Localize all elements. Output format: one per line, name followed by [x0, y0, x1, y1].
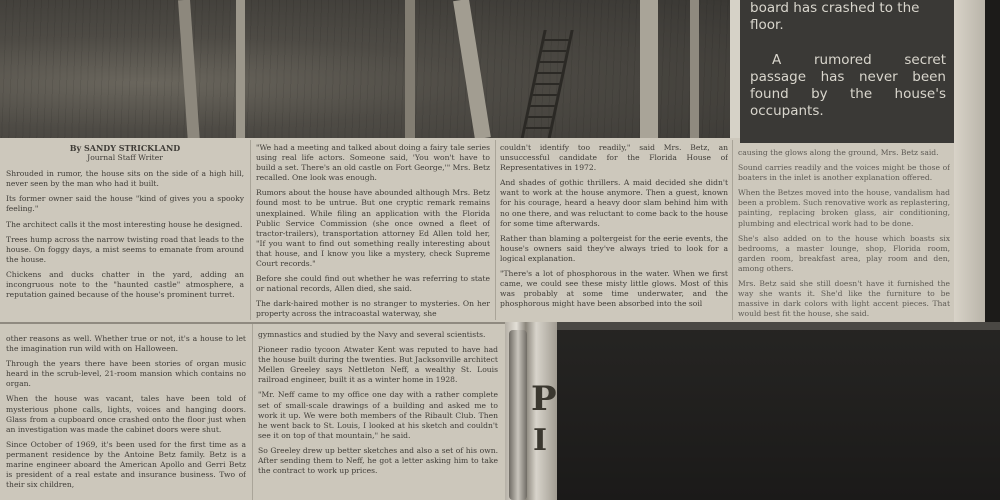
paragraph: Shrouded in rumor, the house sits on the side of a high hill, never seen by the man who had it built.: [6, 169, 244, 189]
paragraph: And shades of gothic thrillers. A maid decided she didn't want to work at the house anymore. Then a guest, known for his courage, heard a heavy door slam behind him with no one there, and was reluctant to come back to the house for some time afterwards.: [500, 178, 728, 228]
column-rule: [252, 324, 253, 500]
byline: By SANDY STRICKLAND: [69, 143, 181, 153]
photo-border: [730, 0, 740, 138]
continuation-column-1: [6, 334, 246, 500]
paragraph: Trees hump across the narrow twisting road that leads to the house. On foggy days, a mist seems to emanate from around the house.: [6, 234, 244, 264]
continuation-column-2: [258, 330, 498, 500]
paragraph: Mrs. Betz said she still doesn't have it furnished the way she wants it. She'd like the furniture to be massive in dark colors with light accent pieces. That would best fit the house, she said.: [738, 279, 950, 319]
paragraph: Rather than blaming a poltergeist for the eerie events, the house's owners said they've always tried to look for a logical explanation.: [500, 233, 728, 263]
column-rule: [495, 140, 496, 320]
binder-letter: P: [531, 379, 557, 419]
paragraph: When the Betzes moved into the house, vandalism had been a problem. Such renovative work as replastering, painting, replacing broken glass, air conditioning, plumbing and electrical work had to be done.: [738, 188, 950, 228]
paragraph: The architect calls it the most interesting house he designed.: [6, 219, 243, 229]
paragraph: She's also added on to the house which boasts six bedrooms, a master lounge, shop, Florida room, garden room, breakfast area, play room and den, among others.: [738, 233, 950, 273]
paragraph: "Mr. Neff came to my office one day with a rather complete set of small-scale drawings of a building and asked me to work it up. We were both members of the Ribault Club. Then he went back to St. Louis, I looked at his sketch and couldn't see it on top of that mountain," he said.: [258, 390, 498, 440]
binder-letter: I: [533, 423, 548, 458]
paragraph: "We had a meeting and talked about doing a fairy tale series using real life actors. Someone said, 'You won't have to build a set. There's an old castle on Fort George,'" Mrs. Betz recalled. One look was enough.: [256, 143, 490, 183]
castle-woods-photo: [0, 0, 730, 138]
bottom-clipping: [0, 322, 505, 500]
caption-line-1: board has crashed to the floor.: [750, 0, 920, 33]
paragraph: other reasons as well. Whether true or not, it's a house to let the imagination run wild with on Halloween.: [6, 334, 246, 354]
paragraph: Since October of 1969, it's been used for the first time as a permanent residence by the Antoine Betz family. Betz is a marine engineer aboard the American Apollo and Gerri Betz is president of a real estate and insurance business. Two of their six children,: [6, 439, 246, 490]
panel-edge: [557, 322, 1000, 330]
tree-trunk: [405, 0, 415, 138]
tree-trunk: [453, 0, 491, 138]
paragraph: Before she could find out whether he was referring to state or national records, Allen died, she said.: [256, 274, 490, 294]
article-column-2: [256, 143, 490, 321]
paragraph: gymnastics and studied by the Navy and several scientists.: [258, 330, 486, 339]
paragraph: The dark-haired mother is no stranger to mysteries. On her property across the intracoastal waterway, she: [256, 299, 490, 319]
paragraph: Its former owner said the house "kind of gives you a spooky feeling.": [6, 194, 244, 214]
tree-trunk: [640, 0, 658, 138]
paragraph: When the house was vacant, tales have been told of mysterious phone calls, lights, voices and hanging doors. Glass from a cupboard once crashed onto the floor just when an investigation was made the cabinet doors were shut.: [6, 394, 246, 434]
paragraph: So Greeley drew up better sketches and also a set of his own. After sending them to Neff, he got a letter asking him to take the contract to work up prices.: [258, 445, 498, 476]
binder-rod: [509, 330, 527, 500]
dark-backing-panel: [557, 322, 1000, 500]
clipping-edge: [954, 0, 985, 322]
paragraph: Through the years there have been stories of organ music heard in the scrub-level, 21-room mansion which contains no organ.: [6, 359, 246, 389]
paragraph: "There's a lot of phosphorous in the water. When we first came, we could see these misty little glows. Most of this was probably at some time underwater, and the phosphorous might have been absorbed into the soil: [500, 269, 728, 309]
column-rule: [250, 140, 251, 320]
caption-line-2: A rumored secret passage has never been found by the house's occupants.: [750, 52, 946, 119]
paragraph: Chickens and ducks chatter in the yard, adding an incongruous note to the "haunted castle" atmosphere, a reputation gained because of the house's prominent turret.: [6, 269, 244, 300]
photo-caption: [740, 0, 954, 143]
staff-title: Journal Staff Writer: [87, 153, 163, 163]
column-rule: [732, 140, 733, 320]
tree-trunk: [236, 0, 245, 138]
article-column-3: [500, 143, 728, 321]
article-column-4: [738, 148, 950, 320]
paragraph: Rumors about the house have abounded although Mrs. Betz found most to be untrue. But one cryptic remark remains unexplained. While filing an application with the Florida Public Service Commission (she once owned a fleet of tractor-trailers), transportation attorney Ed Allen told her, "If you want to find out something really interesting about that house, and I know you like a mystery, check Supreme Court records.": [256, 188, 490, 269]
article-column-1: [6, 143, 244, 321]
paragraph: Pioneer radio tycoon Atwater Kent was reputed to have had the house built during the twenties. But Jacksonville architect Mellen Greeley says Nettleton Neff, a wealthy St. Louis railroad engineer, built it as a winter home in 1928.: [258, 345, 498, 385]
paragraph: Sound carries readily and the voices might be those of boaters in the inlet is another explanation offered.: [738, 163, 950, 183]
tree-trunk: [178, 0, 200, 138]
paragraph: causing the glows along the ground, Mrs. Betz said.: [738, 148, 939, 157]
tree-trunk: [690, 0, 699, 138]
paragraph: couldn't identify too readily," said Mrs. Betz, an unsuccessful candidate for the Florida House of Representatives in 1972.: [500, 143, 728, 173]
ladder: [520, 30, 573, 138]
binder-sleeve: [505, 322, 557, 500]
